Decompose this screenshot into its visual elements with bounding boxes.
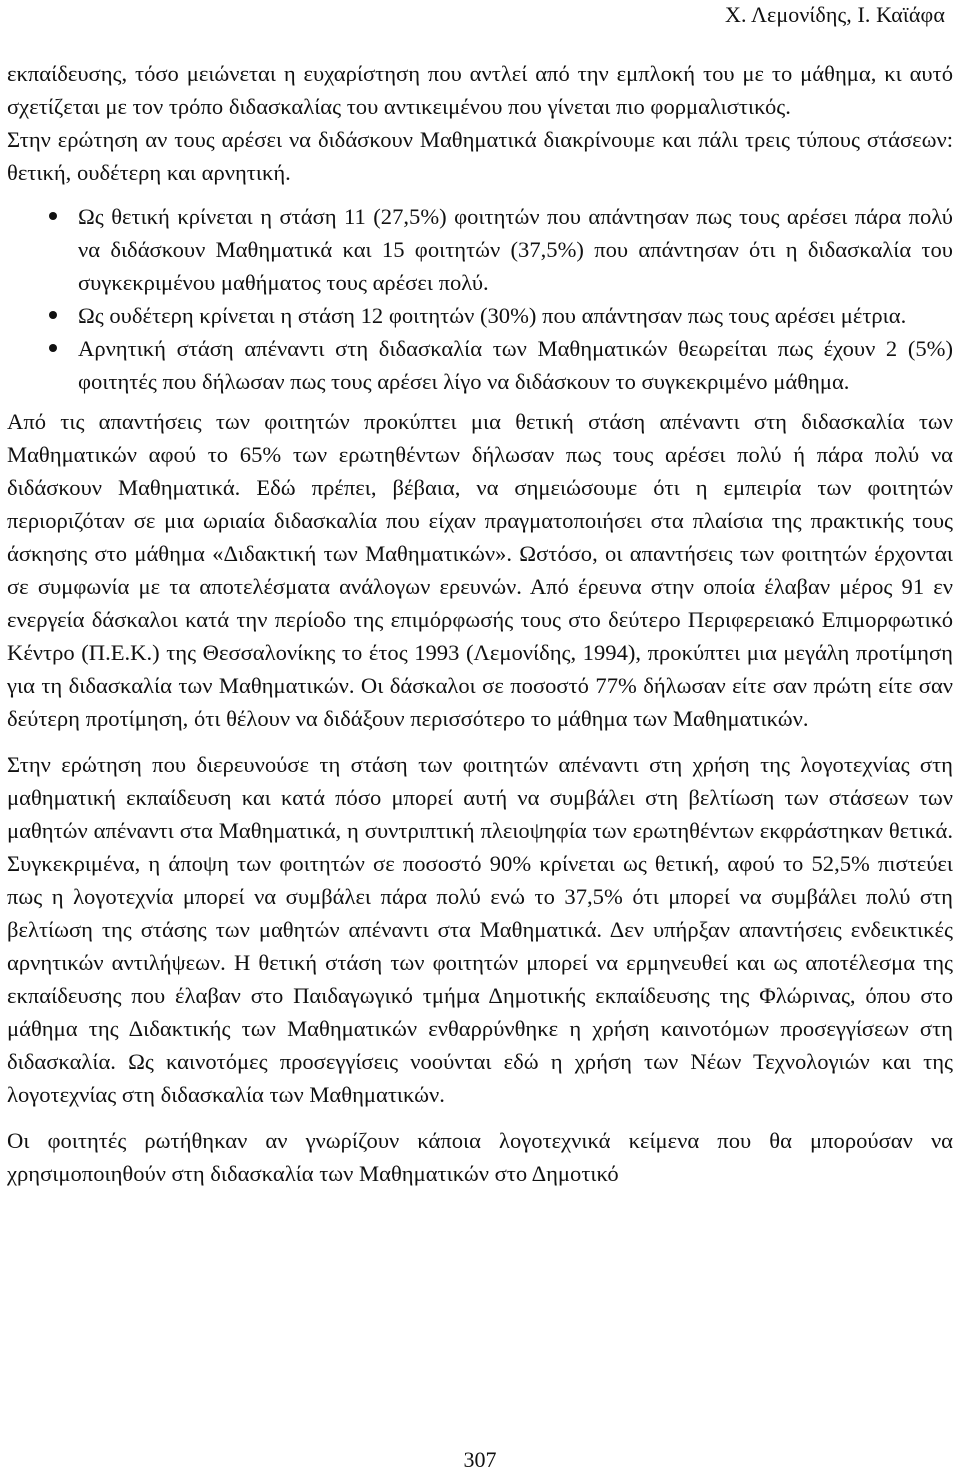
page-number: 307 xyxy=(463,1447,497,1472)
bullet-item-positive xyxy=(78,200,953,299)
running-header-authors: Χ. Λεμονίδης, Ι. Καϊάφα xyxy=(724,2,945,27)
attitude-bullet-list xyxy=(7,200,953,398)
paragraph-5: Οι φοιτητές ρωτήθηκαν αν γνωρίζουν κάποια λογοτεχνικά κείμενα που θα μπορούσαν να χρησιμοποιηθούν στη διδασκαλία των Μαθηματικών στο Δημοτικό xyxy=(7,1128,953,1186)
bullet-text: Ως ουδέτερη κρίνεται η στάση 12 φοιτητών (30%) που απάντησαν πως τους αρέσει μέτρια. xyxy=(78,303,907,328)
bullet-text: Ως θετική κρίνεται η στάση 11 (27,5%) φοιτητών που απάντησαν πως τους αρέσει πάρα πολύ να διδάσκουν Μαθηματικά και 15 φοιτητών (37,5%) που απάντησαν ότι η διδασκαλία του συγκεκριμένου μαθήματος τους αρέσει πολύ. xyxy=(78,204,953,295)
bullet-icon xyxy=(49,344,57,352)
paragraph-1: εκπαίδευσης, τόσο μειώνεται η ευχαρίστηση που αντλεί από την εμπλοκή του με το μάθημα, κι αυτό σχετίζεται με τον τρόπο διδασκαλίας του αντικειμένου που γίνεται πιο φορμαλιστικός. xyxy=(7,61,953,119)
bullet-text: Αρνητική στάση απέναντι στη διδασκαλία των Μαθηματικών θεωρείται πως έχουν 2 (5%) φοιτητές που δήλωσαν πως τους αρέσει λίγο να διδάσκουν το συγκεκριμένο μάθημα. xyxy=(78,336,953,394)
bullet-item-neutral xyxy=(78,299,953,332)
paragraph-2: Στην ερώτηση αν τους αρέσει να διδάσκουν Μαθηματικά διακρίνουμε και πάλι τρεις τύπους στάσεων: θετική, ουδέτερη και αρνητική. xyxy=(7,127,953,185)
paragraph-4: Στην ερώτηση που διερευνούσε τη στάση των φοιτητών απέναντι στη χρήση της λογοτεχνίας στη μαθηματική εκπαίδευση και κατά πόσο μπορεί αυτή να συμβάλει στη βελτίωση των στάσεων των μαθητών απέναντι στα Μαθηματικά, η συντριπτική πλειοψηφία των ερωτηθέντων εκφράστηκαν θετικά. Συγκεκριμένα, η άποψη των φοιτητών σε ποσοστό 90% κρίνεται ως θετική, αφού το 52,5% πιστεύει πως η λογοτεχνία μπορεί να συμβάλει πάρα πολύ ενώ το 37,5% ότι μπορεί να συμβάλει πολύ στη βελτίωση της στάσης των μαθητών απέναντι στα Μαθηματικά. Δεν υπήρξαν απαντήσεις ενδεικτικές αρνητικών αντιλήψεων. Η θετική στάση των φοιτητών μπορεί να ερμηνευθεί και ως αποτέλεσμα της εκπαίδευσης που έλαβαν στο Παιδαγωγικό τμήμα Δημοτικής εκπαίδευσης της Φλώρινας, όπου στο μάθημα της Διδακτικής των Μαθηματικών ενθαρρύνθηκε η χρήση καινοτόμων προσεγγίσεων στη διδασκαλία. Ως καινοτόμες προσεγγίσεις νοούνται εδώ η χρήση των Νέων Τεχνολογιών και της λογοτεχνίας στη διδασκαλία των Μαθηματικών. xyxy=(7,752,953,1107)
body-text xyxy=(7,57,953,1190)
bullet-icon xyxy=(49,212,57,220)
bullet-item-negative xyxy=(78,332,953,398)
bullet-icon xyxy=(49,311,57,319)
document-page xyxy=(7,0,953,1476)
paragraph-3: Από τις απαντήσεις των φοιτητών προκύπτει μια θετική στάση απέναντι στη διδασκαλία των Μαθηματικών αφού το 65% των ερωτηθέντων δήλωσαν πως τους αρέσει πολύ ή πάρα πολύ να διδάσκουν Μαθηματικά. Εδώ πρέπει, βέβαια, να σημειώσουμε ότι η εμπειρία των φοιτητών περιοριζόταν σε μια ωριαία διδασκαλία που είχαν πραγματοποιήσει στα πλαίσια της πρακτικής τους άσκησης στο μάθημα «Διδακτική των Μαθηματικών». Ωστόσο, οι απαντήσεις των φοιτητών έρχονται σε συμφωνία με τα αποτελέσματα ανάλογων ερευνών. Από έρευνα στην οποία έλαβαν μέρος 91 εν ενεργεία δάσκαλοι κατά την περίοδο της επιμόρφωσής τους στο δεύτερο Περιφερειακό Επιμορφωτικό Κέντρο (Π.Ε.Κ.) της Θεσσαλονίκης το έτος 1993 (Λεμονίδης, 1994), προκύπτει μια μεγάλη προτίμηση για τη διδασκαλία των Μαθηματικών. Οι δάσκαλοι σε ποσοστό 77% δήλωσαν είτε σαν πρώτη είτε σαν δεύτερη προτίμηση, ότι θέλουν να διδάξουν περισσότερο το μάθημα των Μαθηματικών. xyxy=(7,409,953,731)
